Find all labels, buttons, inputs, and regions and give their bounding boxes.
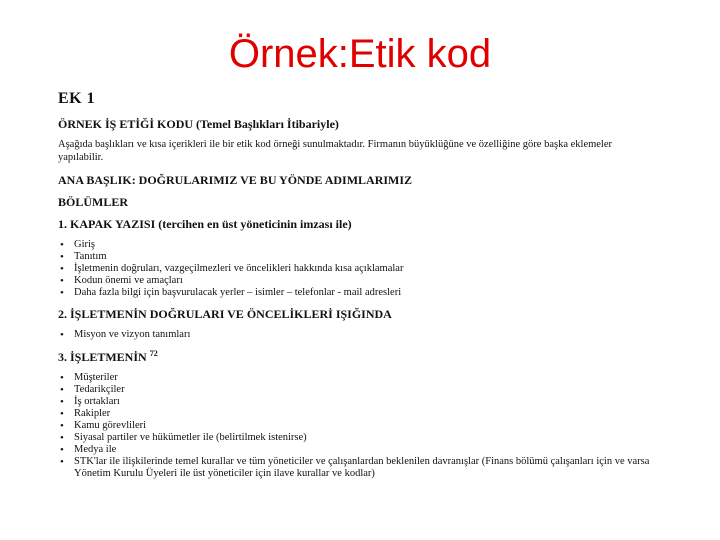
list-item: • Medya ile [74,444,658,456]
footnote-marker: 72 [149,349,158,358]
section-1-title: 1. KAPAK YAZISI (tercihen en üst yöneticinin imzası ile) [58,217,352,231]
section-2-title: 2. İŞLETMENİN DOĞRULARI VE ÖNCELİKLERİ IŞIĞINDA [58,307,392,321]
section-2-list [58,329,658,341]
section-3-list [58,372,658,480]
doc-heading: ÖRNEK İŞ ETİĞİ KODU (Temel Başlıkları İtibariyle) [58,117,339,131]
slide-title: Örnek:Etik kod [228,32,492,76]
list-item: • İş ortakları [74,396,658,408]
list-item: • Kamu görevlileri [74,420,658,432]
annex-label: EK 1 [58,90,96,107]
section-1-list [58,239,658,299]
list-item: • Müşteriler [74,372,658,384]
list-item: • İşletmenin doğruları, vazgeçilmezleri ve öncelikleri hakkında kısa açıklamalar [74,263,658,275]
list-item: • Daha fazla bilgi için başvurulacak yerler – isimler – telefonlar - mail adresleri [74,287,658,299]
list-item: • Kodun önemi ve amaçları [74,275,658,287]
list-item: • Misyon ve vizyon tanımları [74,329,658,341]
document-image [58,90,658,488]
list-item: • Rakipler [74,408,658,420]
main-heading: ANA BAŞLIK: DOĞRULARIMIZ VE BU YÖNDE ADIMLARIMIZ [58,173,413,187]
section-3-title [58,349,658,365]
sections-label: BÖLÜMLER [58,195,129,209]
list-item: • Tanıtım [74,251,658,263]
intro-paragraph: Aşağıda başlıkları ve kısa içerikleri ile bir etik kod örneği sunulmaktadır. Firmanın büyüklüğüne ve özelliğine göre başka eklemeler yapılabilir. [58,139,613,163]
list-item: • Giriş [74,239,658,251]
list-item: • Siyasal partiler ve hükümetler ile (belirtilmek istenirse) [74,432,658,444]
section-3-title-text: 3. İŞLETMENİN [58,350,147,364]
list-item: • STK'lar ile ilişkilerinde temel kurallar ve tüm yöneticiler ve çalışanlardan beklenilen davranışlar (Finans bölümü çalışanları için ve varsa Yönetim Kurulu Üyeleri ile üst yöneticiler için ilave kurallar ve kodlar) [74,456,658,480]
list-item: • Tedarikçiler [74,384,658,396]
